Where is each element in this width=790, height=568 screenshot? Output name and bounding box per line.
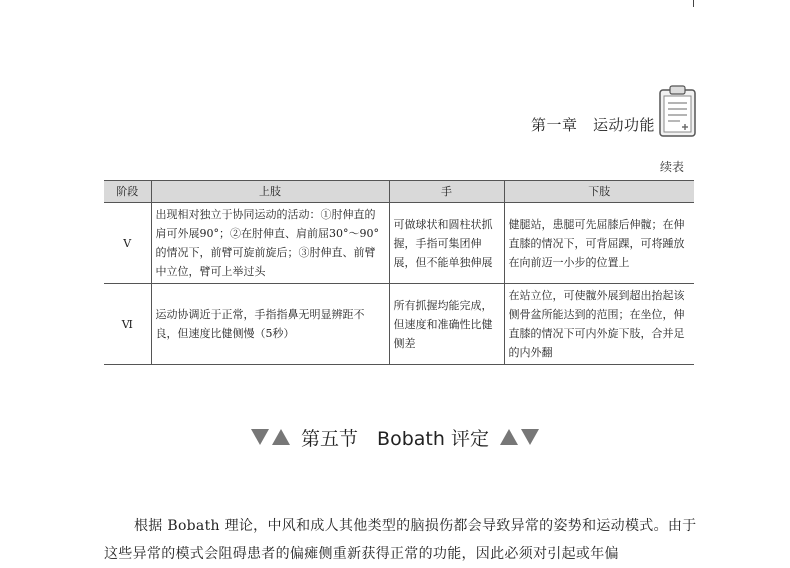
column-header-stage: 阶段: [104, 181, 151, 203]
table-row: [104, 284, 694, 365]
clipboard-icon: [658, 84, 698, 138]
column-header-lower-limb: 下肢: [504, 181, 694, 203]
table-header-row: [104, 181, 694, 203]
column-header-upper-limb: 上肢: [151, 181, 389, 203]
stage-cell: Ⅴ: [104, 203, 151, 284]
lower-limb-cell: 在站立位，可使髋外展到超出抬起该侧骨盆所能达到的范围；在坐位，伸直膝的情况下可内外旋下肢，合并足的内外翻: [504, 284, 694, 365]
page-corner-mark: [693, 0, 694, 7]
table-continued-label: 续表: [660, 160, 685, 174]
hand-cell: 所有抓握均能完成，但速度和准确性比健侧差: [389, 284, 504, 365]
column-header-hand: 手: [389, 181, 504, 203]
table-row: [104, 203, 694, 284]
upper-limb-cell: 运动协调近于正常，手指指鼻无明显辨距不良，但速度比健侧慢（5秒）: [151, 284, 389, 365]
upper-limb-cell: 出现相对独立于协同运动的活动：①肘伸直的肩可外展90°；②在肘伸直、肩前屈30°～90°的情况下，前臂可旋前旋后；③肘伸直、前臂中立位，臂可上举过头: [151, 203, 389, 284]
body-paragraph: 根据 Bobath 理论，中风和成人其他类型的脑损伤都会导致异常的姿势和运动模式。由于这些异常的模式会阻碍患者的偏瘫侧重新获得正常的功能，因此必须对引起或年偏: [104, 518, 697, 562]
section-heading: [0, 422, 790, 452]
brunnstrom-stage-table: [104, 180, 694, 365]
triangle-ornament-icon: [251, 427, 291, 447]
section-title: 第五节 Bobath 评定: [301, 427, 489, 450]
hand-cell: 可做球状和圆柱状抓握，手指可集团伸展，但不能单独伸展: [389, 203, 504, 284]
stage-cell: Ⅵ: [104, 284, 151, 365]
lower-limb-cell: 健腿站，患腿可先屈膝后伸髋；在伸直膝的情况下，可背屈踝，可将踵放在向前迈一小步的位置上: [504, 203, 694, 284]
triangle-ornament-icon: [499, 427, 539, 447]
chapter-title: 第一章 运动功能: [531, 116, 656, 134]
